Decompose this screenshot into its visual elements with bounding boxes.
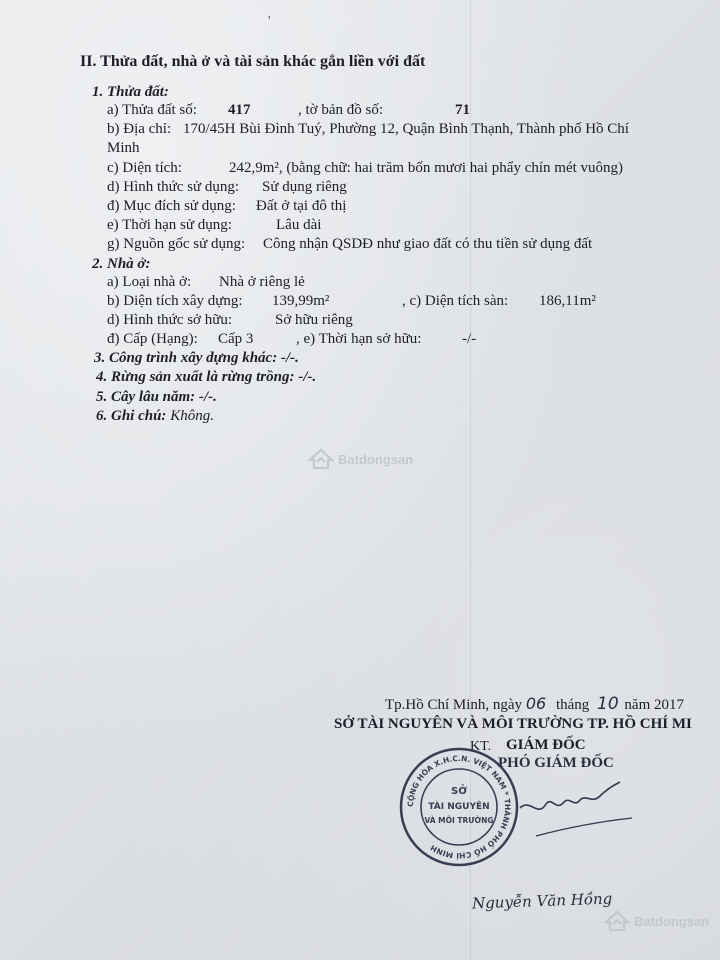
ownership-form-value: Sở hữu riêng: [275, 312, 353, 328]
house-logo-icon: [604, 910, 630, 932]
area-value: 242,9m², (bằng chữ: hai trăm bốn mươi hai phẩy chín mét vuông): [229, 160, 624, 176]
ownership-term-value: -/-: [462, 331, 477, 347]
grade-value: Cấp 3: [218, 331, 254, 347]
ownership-term-label: , e) Thời hạn sở hữu:: [296, 331, 422, 347]
origin-label: g) Nguồn gốc sử dụng:: [107, 236, 246, 252]
place-date-prefix: Tp.Hồ Chí Minh, ngày: [385, 697, 523, 713]
agency-name: SỞ TÀI NGUYÊN VÀ MÔI TRƯỜNG TP. HỒ CHÍ MI: [334, 716, 692, 732]
grade-label: đ) Cấp (Hạng):: [107, 331, 198, 347]
usage-term-label: e) Thời hạn sử dụng:: [107, 217, 232, 233]
year-label: năm 2017: [624, 697, 684, 713]
seal-line3: VÀ MÔI TRƯỜNG: [424, 816, 494, 825]
watermark-text: Batdongsan: [338, 451, 414, 467]
house-type-value: Nhà ở riêng lẻ: [219, 274, 305, 290]
section6-note: [96, 407, 214, 425]
usage-form-label: d) Hình thức sử dụng:: [107, 179, 240, 195]
usage-purpose-value: Đất ở tại đô thị: [256, 198, 347, 214]
usage-term-value: Lâu dài: [276, 217, 322, 233]
date-day: 06: [525, 694, 547, 713]
note-label: 6. Ghi chú:: [96, 408, 167, 424]
section4-text: 4. Rừng sản xuất là rừng trồng: -/-.: [96, 369, 317, 385]
building-area-label: b) Diện tích xây dựng:: [107, 293, 243, 309]
floor-area-label: , c) Diện tích sàn:: [402, 293, 509, 309]
place-date-line: [385, 694, 684, 714]
house-logo-icon: [308, 448, 334, 470]
watermark-center: [308, 448, 413, 470]
month-label: tháng: [555, 697, 590, 713]
signer-name: Nguyễn Văn Hồng: [471, 889, 613, 913]
kt-label: KT.: [470, 739, 492, 754]
date-month: 10: [597, 694, 619, 714]
seal-line1: SỞ: [451, 786, 467, 797]
address-label: b) Địa chỉ:: [107, 121, 172, 137]
origin-value: Công nhận QSDĐ như giao đất có thu tiền sử dụng đất: [263, 236, 593, 252]
role-deputy-director: PHÓ GIÁM ĐỐC: [498, 755, 614, 771]
section3-text: 3. Công trình xây dựng khác: -/-.: [94, 350, 299, 366]
official-seal: [398, 746, 520, 868]
parcel-number-value: 417: [228, 102, 251, 118]
role-director: GIÁM ĐỐC: [506, 737, 586, 753]
building-area-value: 139,99m²: [272, 293, 330, 309]
section2-heading: 2. Nhà ở:: [92, 256, 151, 272]
map-sheet-value: 71: [455, 102, 470, 118]
handwritten-signature: [516, 778, 636, 848]
section5-text: 5. Cây lâu năm: -/-.: [96, 389, 217, 405]
parcel-number-label: a) Thửa đất số:: [107, 102, 197, 118]
watermark-text-corner: Batdongsan: [634, 913, 710, 929]
note-value: Không.: [170, 408, 214, 424]
section-title: II. Thửa đất, nhà ở và tài sản khác gắn liền với đất: [80, 53, 426, 70]
floor-area-value: 186,11m²: [539, 293, 596, 309]
seal-line2: TÀI NGUYÊN: [428, 802, 490, 812]
ownership-form-label: d) Hình thức sở hữu:: [107, 312, 233, 328]
watermark-corner: [604, 910, 709, 932]
address-value-cont: Minh: [107, 140, 140, 156]
seal-ring-text: CỘNG HÒA X.H.C.N. VIỆT NAM * THÀNH PHỐ HỒ CHÍ MINH: [405, 753, 513, 861]
address-value: 170/45H Bùi Đình Tuý, Phường 12, Quận Bình Thạnh, Thành phố Hồ Chí: [183, 121, 629, 137]
map-sheet-label: , tờ bản đồ số:: [298, 102, 384, 118]
usage-purpose-label: đ) Mục đích sử dụng:: [107, 198, 236, 214]
punch-mark: ': [268, 14, 271, 29]
area-label: c) Diện tích:: [107, 160, 182, 176]
house-type-label: a) Loại nhà ở:: [107, 274, 192, 290]
section1-heading: 1. Thửa đất:: [92, 84, 169, 100]
usage-form-value: Sử dụng riêng: [262, 179, 347, 195]
